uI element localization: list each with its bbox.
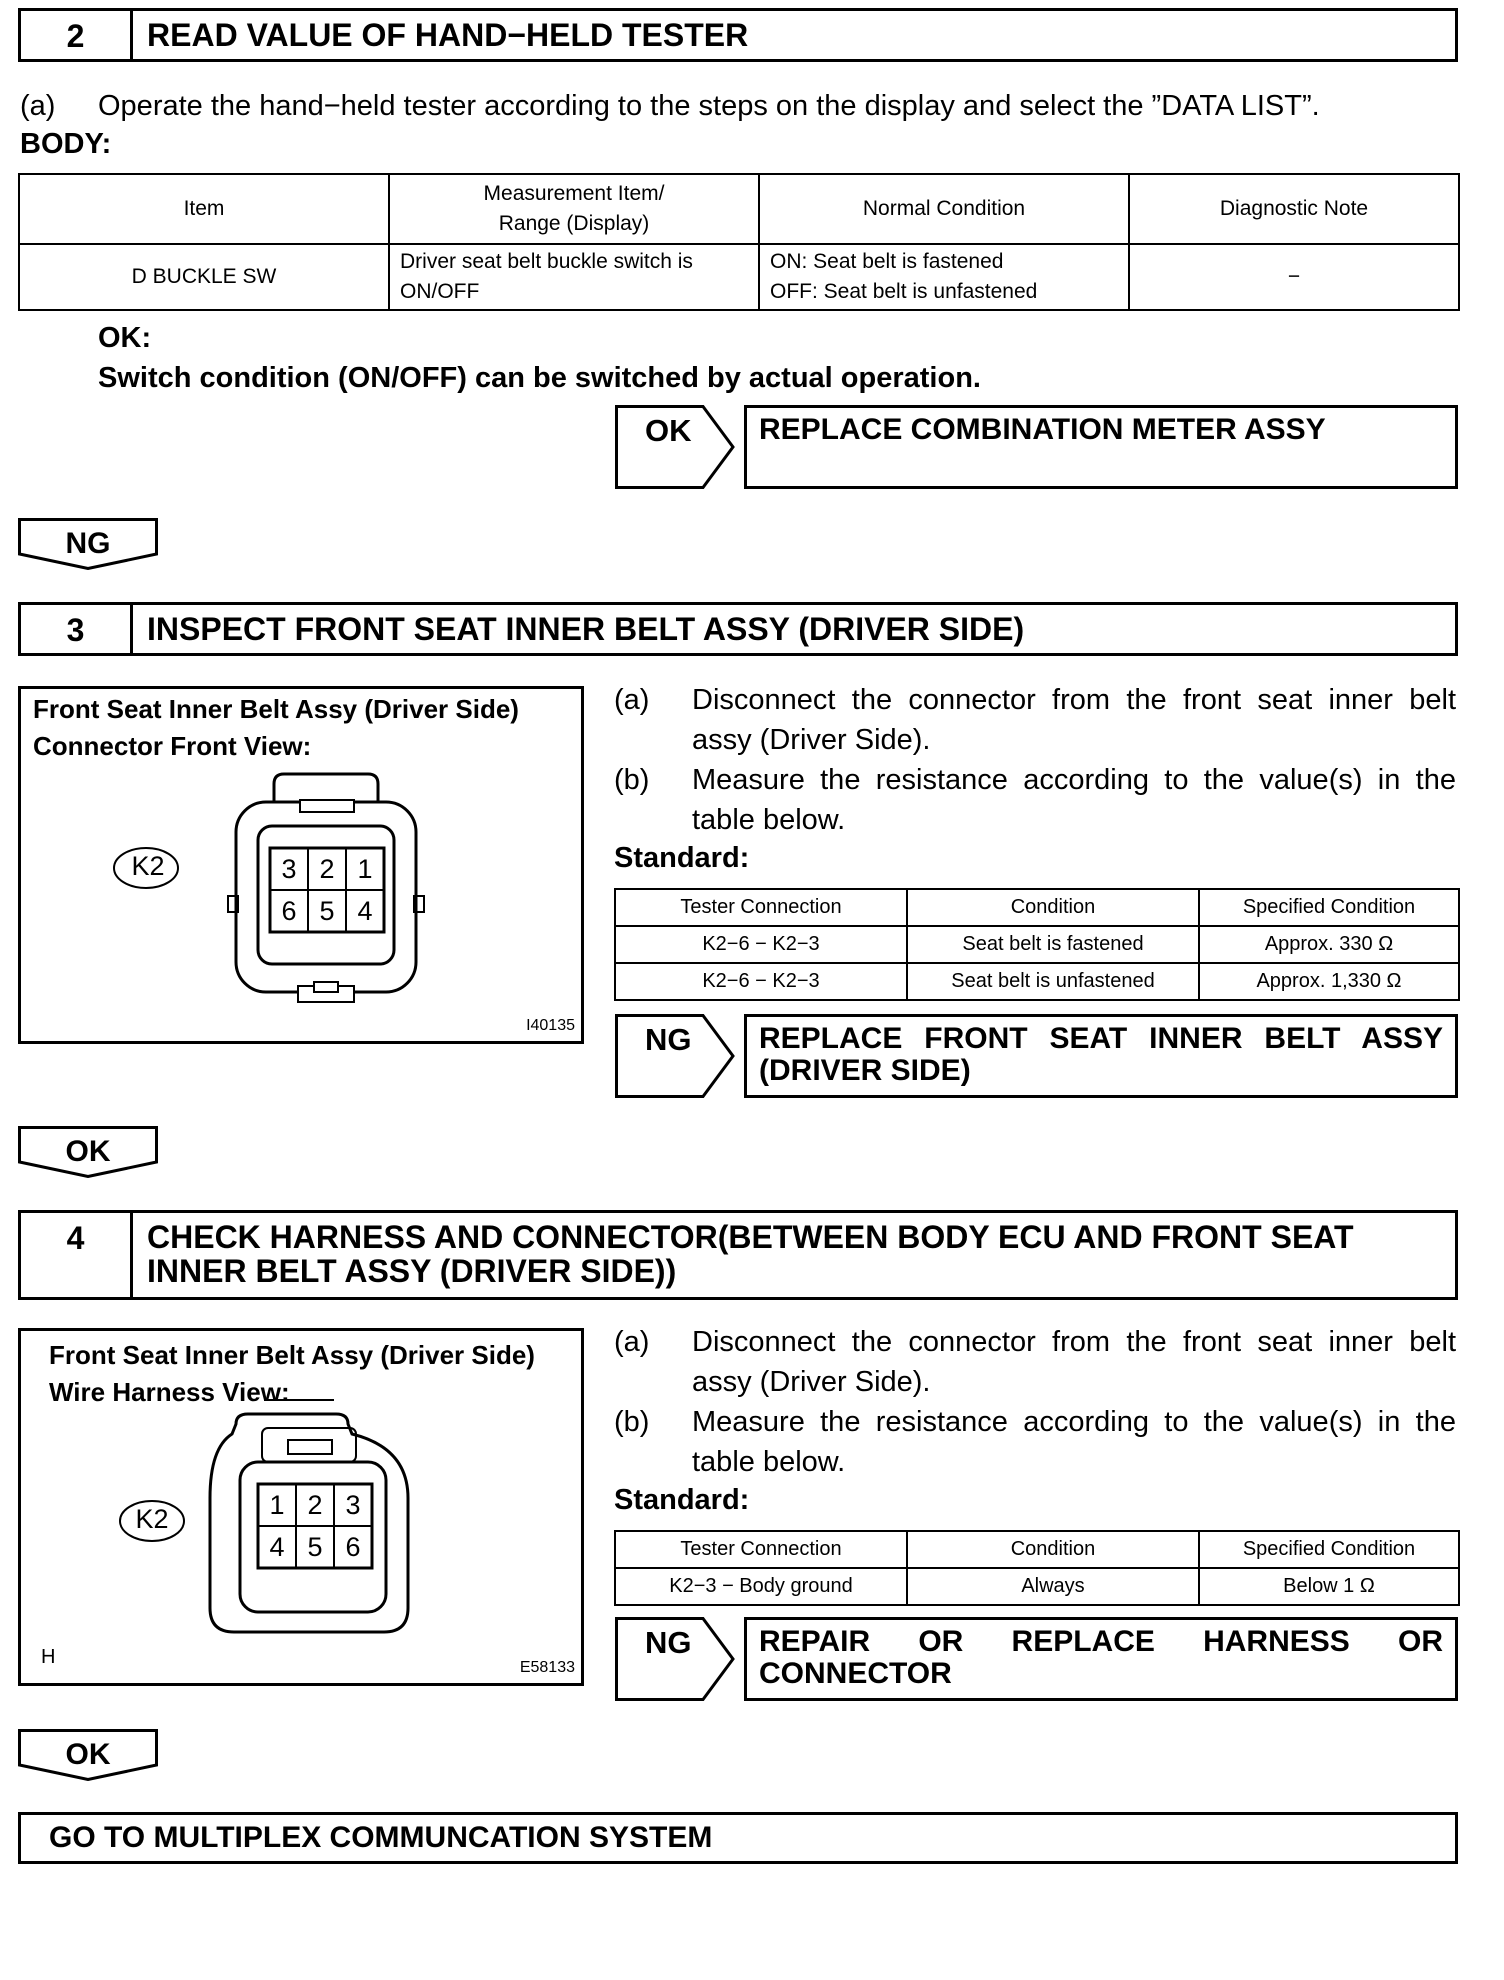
result-tag-ok: [615, 405, 735, 489]
caption-line: Front Seat Inner Belt Assy (Driver Side): [33, 694, 519, 724]
table-header: Tester Connection: [615, 889, 907, 926]
standard-table: [614, 888, 1460, 1001]
pin-2: 2: [307, 1490, 323, 1520]
figure-code: I40135: [526, 1017, 575, 1034]
result-tag-ng: [615, 1014, 735, 1098]
step-2-instruction-label: (a): [20, 90, 56, 122]
step-3-instruction-b: [614, 760, 1458, 840]
step-title: [133, 1213, 1455, 1297]
table-cell: K2−6 − K2−3: [615, 963, 907, 1000]
flow-tag-ok: [18, 1729, 158, 1781]
table-cell: K2−6 − K2−3: [615, 926, 907, 963]
pin-3: 3: [281, 854, 297, 884]
table-cell: D BUCKLE SW: [19, 244, 389, 310]
step-number: 2: [21, 11, 133, 59]
instruction-text: Disconnect the connector from the front seat inner belt assy (Driver Side).: [692, 684, 1456, 756]
final-action-box: [18, 1812, 1458, 1864]
table-row: [615, 1568, 1459, 1605]
data-list-table: [18, 173, 1460, 311]
standard-label: Standard:: [614, 842, 750, 874]
table-header: Specified Condition: [1199, 1531, 1459, 1568]
step-4-instruction-a: [614, 1322, 1458, 1402]
table-cell: Approx. 1,330 Ω: [1199, 963, 1459, 1000]
caption-line: Connector Front View:: [33, 731, 312, 761]
table-header: Normal Condition: [759, 174, 1129, 244]
instruction-label: (b): [614, 764, 650, 796]
instruction-text: Disconnect the connector from the front seat inner belt assy (Driver Side).: [692, 1326, 1456, 1398]
ok-label: OK:: [98, 322, 152, 354]
final-action-text: GO TO MULTIPLEX COMMUNCATION SYSTEM: [49, 1821, 713, 1854]
step-title: INSPECT FRONT SEAT INNER BELT ASSY (DRIVER SIDE): [147, 611, 1025, 647]
result-action: REPLACE COMBINATION METER ASSY: [744, 405, 1458, 489]
pin-6: 6: [345, 1532, 361, 1562]
step-2-header: [18, 8, 1458, 62]
table-cell: Seat belt is fastened: [907, 926, 1199, 963]
flow-tag-label: NG: [65, 527, 111, 560]
table-cell: [759, 244, 1129, 310]
caption-line: Front Seat Inner Belt Assy (Driver Side): [49, 1340, 535, 1370]
table-header: Tester Connection: [615, 1531, 907, 1568]
table-cell: [389, 244, 759, 310]
section-label-body: BODY:: [20, 128, 112, 160]
action-line: CONNECTOR: [759, 1657, 952, 1690]
instruction-label: (a): [614, 1326, 650, 1358]
standard-label: Standard:: [614, 1484, 750, 1516]
connector-front-view-figure: [18, 686, 584, 1044]
step-number: 3: [21, 605, 133, 653]
cell-line: ON: Seat belt is fastened: [770, 250, 1004, 273]
table-cell: K2−3 − Body ground: [615, 1568, 907, 1605]
figure-corner-letter: H: [41, 1646, 56, 1668]
table-header: Condition: [907, 1531, 1199, 1568]
cell-line: ON/OFF: [400, 280, 480, 303]
connector-label: K2: [135, 1504, 169, 1534]
table-cell: −: [1129, 244, 1459, 310]
table-header: Item: [19, 174, 389, 244]
instruction-text: Measure the resistance according to the value(s) in the table below.: [692, 1406, 1456, 1478]
action-line: (DRIVER SIDE): [759, 1054, 971, 1087]
table-row: [615, 926, 1459, 963]
table-header: Diagnostic Note: [1129, 174, 1459, 244]
flow-tag-ng: [18, 518, 158, 570]
instruction-label: (b): [614, 1406, 650, 1438]
instruction-text: Measure the resistance according to the value(s) in the table below.: [692, 764, 1456, 836]
pin-6: 6: [281, 896, 297, 926]
result-action: [744, 1014, 1458, 1098]
pin-5: 5: [319, 896, 335, 926]
step-2-instruction: Operate the hand−held tester according to the steps on the display and select the ”DATA LIST”.: [98, 90, 1320, 122]
step-title: READ VALUE OF HAND−HELD TESTER: [147, 17, 749, 53]
instruction-label: (a): [614, 684, 650, 716]
pin-5: 5: [307, 1532, 323, 1562]
pin-1: 1: [357, 854, 373, 884]
table-header: Measurement Item/ Range (Display): [389, 174, 759, 244]
wire-harness-view-figure: [18, 1328, 584, 1686]
flow-tag-ok: [18, 1126, 158, 1178]
pin-4: 4: [269, 1532, 285, 1562]
table-header: Specified Condition: [1199, 889, 1459, 926]
action-line: REPLACE FRONT SEAT INNER BELT ASSY: [759, 1022, 1443, 1055]
flow-tag-label: OK: [65, 1738, 111, 1771]
action-line: REPAIR OR REPLACE HARNESS OR: [759, 1625, 1443, 1658]
pin-1: 1: [269, 1490, 285, 1520]
cell-line: OFF: Seat belt is unfastened: [770, 280, 1038, 303]
step-4-instruction-b: [614, 1402, 1458, 1482]
figure-code: E58133: [519, 1659, 575, 1676]
pin-2: 2: [319, 854, 335, 884]
step-number: 4: [21, 1213, 133, 1297]
flow-tag-label: OK: [65, 1135, 111, 1168]
connector-label: K2: [131, 851, 165, 881]
result-action: [744, 1617, 1458, 1701]
title-line: INNER BELT ASSY (DRIVER SIDE)): [147, 1253, 677, 1289]
table-cell: Approx. 330 Ω: [1199, 926, 1459, 963]
table-row: [19, 244, 1459, 310]
standard-table: [614, 1530, 1460, 1606]
cell-line: Driver seat belt buckle switch is: [400, 250, 693, 273]
step-4-header: [18, 1210, 1458, 1300]
caption-line: Wire Harness View:: [49, 1377, 290, 1407]
table-cell: Below 1 Ω: [1199, 1568, 1459, 1605]
ok-criteria: Switch condition (ON/OFF) can be switched by actual operation.: [98, 362, 981, 394]
step-3-header: [18, 602, 1458, 656]
step-3-instruction-a: [614, 680, 1458, 760]
result-tag-label: NG: [645, 1625, 692, 1660]
pin-4: 4: [357, 896, 373, 926]
result-tag-label: OK: [645, 413, 692, 448]
result-tag-ng: [615, 1617, 735, 1701]
result-tag-label: NG: [645, 1022, 692, 1057]
title-line: CHECK HARNESS AND CONNECTOR(BETWEEN BODY ECU AND FRONT SEAT: [147, 1219, 1354, 1255]
table-cell: Seat belt is unfastened: [907, 963, 1199, 1000]
pin-3: 3: [345, 1490, 361, 1520]
table-header: Condition: [907, 889, 1199, 926]
table-cell: Always: [907, 1568, 1199, 1605]
table-row: [615, 963, 1459, 1000]
